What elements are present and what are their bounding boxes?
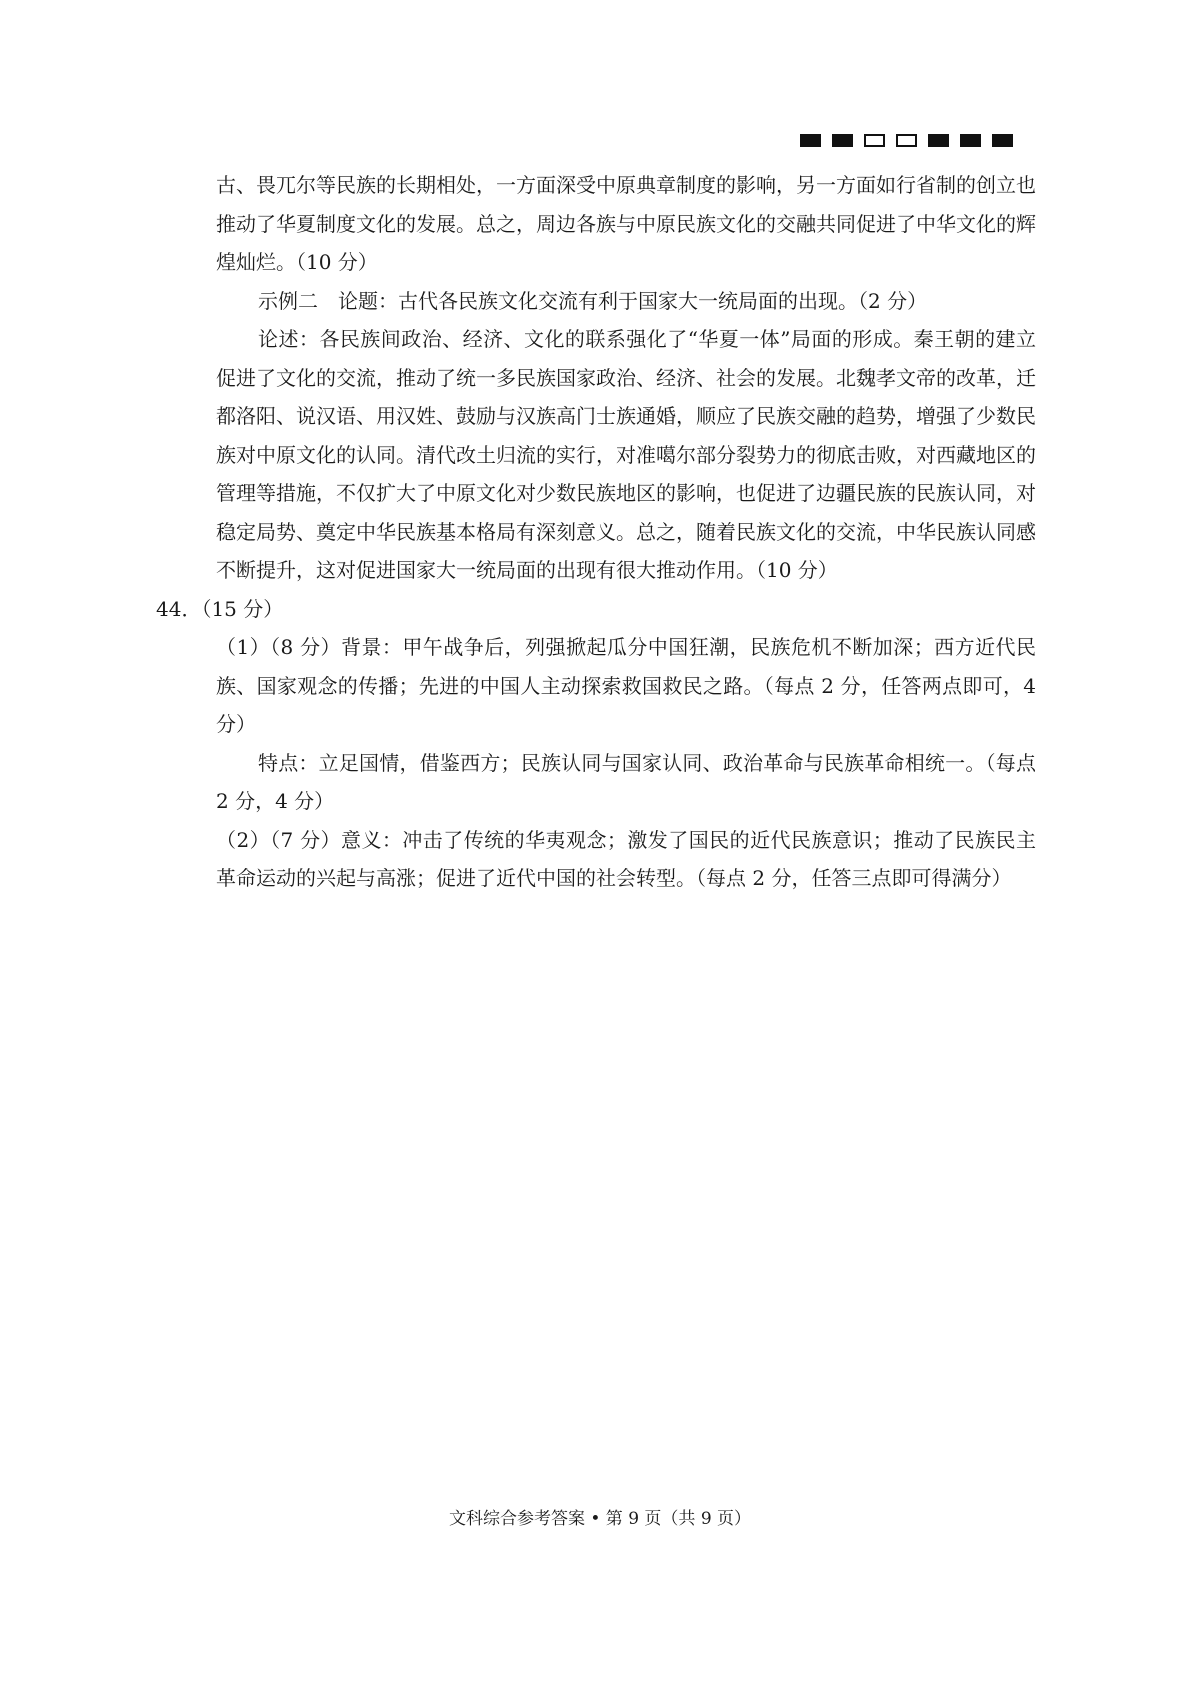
question-44-part-2-significance: （2）（7 分）意义：冲击了传统的华夷观念；激发了国民的近代民族意识；推动了民族民主革命运动的兴起与高涨；促进了近代中国的社会转型。（每点 2 分，任答三点即可得满分）: [216, 827, 1036, 890]
page-marks: [800, 134, 1013, 147]
page-mark-1: [800, 134, 821, 147]
page-mark-4: [896, 134, 917, 147]
example-two-argument: 论述：各民族间政治、经济、文化的联系强化了“华夏一体”局面的形成。秦王朝的建立促进了文化的交流，推动了统一多民族国家政治、经济、社会的发展。北魏孝文帝的改革，迁都洛阳、说汉语、用汉姓、鼓励与汉族高门士族通婚，顺应了民族交融的趋势，增强了少数民族对中原文化的认同。清代改土归流的实行，对准噶尔部分裂势力的彻底击败，对西藏地区的管理等措施，不仅扩大了中原文化对少数民族地区的影响，也促进了边疆民族的民族认同，对稳定局势、奠定中华民族基本格局有深刻意义。总之，随着民族文化的交流，中华民族认同感不断提升，这对促进国家大一统局面的出现有很大推动作用。（10 分）: [216, 327, 1036, 582]
page-mark-3: [864, 134, 885, 147]
paragraph-continuation: 古、畏兀尔等民族的长期相处，一方面深受中原典章制度的影响，另一方面如行省制的创立也推动了华夏制度文化的发展。总之，周边各族与中原民族文化的交融共同促进了中华文化的辉煌灿烂。（10 分）: [216, 173, 1036, 274]
question-44-heading: 44．（15 分）: [156, 596, 284, 621]
question-44-part-1-features: 特点：立足国情，借鉴西方；民族认同与国家认同、政治革命与民族革命相统一。（每点 2 分，4 分）: [216, 750, 1036, 813]
question-44-part-1-background: （1）（8 分）背景：甲午战争后，列强掀起瓜分中国狂潮，民族危机不断加深；西方近代民族、国家观念的传播；先进的中国人主动探索救国救民之路。（每点 2 分，任答两点即可，4 分）: [216, 635, 1036, 736]
page-footer: 文科综合参考答案 • 第 9 页（共 9 页）: [448, 1509, 752, 1529]
page-mark-6: [960, 134, 981, 147]
example-two-topic: 示例二 论题：古代各民族文化交流有利于国家大一统局面的出现。（2 分）: [258, 288, 928, 313]
answer-content: [156, 166, 1036, 898]
page-mark-2: [832, 134, 853, 147]
page-mark-7: [992, 134, 1013, 147]
page-mark-5: [928, 134, 949, 147]
